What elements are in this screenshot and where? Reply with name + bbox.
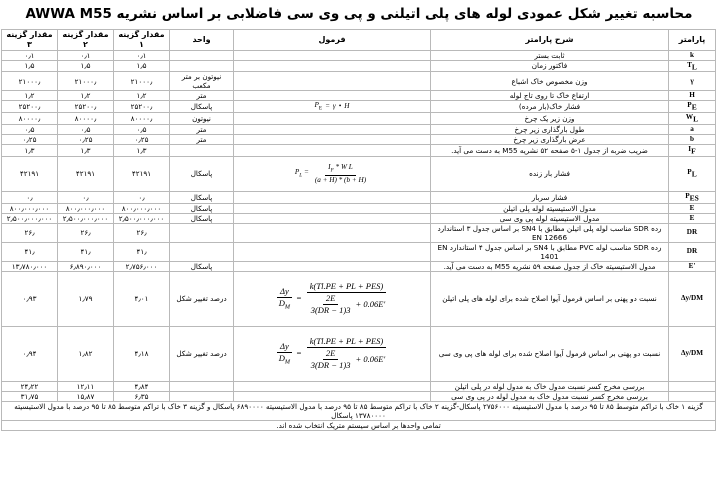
cell-description: رده SDR مناسب لوله PVC مطابق با SN4 بر اساس جدول ۴ استاندارد EN 1401 [431, 242, 669, 261]
cell-value-option-2: ۱٫۵ [58, 60, 114, 72]
table-row [2, 391, 716, 401]
cell-description: مدول الاستیسیته خاک از جدول صفحه ۵۹ نشریه M55 به دست می آید. [431, 261, 669, 271]
cell-formula [234, 113, 431, 125]
table-row [2, 113, 716, 125]
cell-formula: $P_E$ = γ • H [234, 101, 431, 113]
cell-description: مدول الاستیسیته لوله پی وی سی [431, 213, 669, 223]
cell-description: طول بارگذاری زیر چرخ [431, 125, 669, 135]
table-row [2, 50, 716, 60]
cell-unit: متر [170, 125, 234, 135]
table-row [2, 145, 716, 157]
table-row [2, 326, 716, 381]
cell-parameter: H [669, 91, 716, 101]
cell-description: رده SDR مناسب لوله پلی اتیلن مطابق با SN4 بر اساس جدول ۳ استاندارد EN 12666 [431, 223, 669, 242]
cell-description: وزن زیر یک چرخ [431, 113, 669, 125]
cell-value-option-1: ۱٫۳ [114, 145, 170, 157]
cell-value-option-2: ۰٫۱ [58, 50, 114, 60]
cell-value-option-3: ۱٫۵ [2, 60, 58, 72]
cell-parameter: IF [669, 145, 716, 157]
cell-description: ارتفاع خاک تا روی تاج لوله [431, 91, 669, 101]
cell-unit [170, 223, 234, 242]
cell-unit: درصد تغییر شکل [170, 326, 234, 381]
cell-value-option-1: ۴۲۱۹۱ [114, 156, 170, 191]
cell-value-option-3: ۱٫۲ [2, 91, 58, 101]
cell-parameter [669, 391, 716, 401]
cell-formula [234, 91, 431, 101]
cell-value-option-3: ۰٫۱ [2, 50, 58, 60]
cell-unit [170, 381, 234, 391]
cell-value-option-1: ۲۱۰۰۰٫ [114, 72, 170, 91]
cell-parameter: DR [669, 242, 716, 261]
cell-value-option-1: ۲۵۲۰۰٫ [114, 101, 170, 113]
cell-description: فاکتور زمان [431, 60, 669, 72]
cell-value-option-1: ۴٫۰۱ [114, 271, 170, 326]
cell-parameter: TL [669, 60, 716, 72]
cell-value-option-2: ۸۰۰٫۰۰۰٫۰۰۰ [58, 203, 114, 213]
cell-unit: پاسکال [170, 261, 234, 271]
header-formula: فرمول [234, 29, 431, 50]
cell-value-option-2: ۰٫ [58, 191, 114, 203]
cell-parameter: E' [669, 261, 716, 271]
cell-parameter: E [669, 203, 716, 213]
cell-value-option-3: ۰٫ [2, 191, 58, 203]
cell-value-option-1: ۲٫۷۵۶٫۰۰۰ [114, 261, 170, 271]
cell-value-option-3: ۲۱۰۰۰٫ [2, 72, 58, 91]
header-unit: واحد [170, 29, 234, 50]
cell-formula [234, 135, 431, 145]
cell-formula [234, 391, 431, 401]
header-value-option-1: مقدار گزینه ۱ [114, 29, 170, 50]
cell-unit: پاسکال [170, 156, 234, 191]
cell-parameter: γ [669, 72, 716, 91]
table-row [2, 381, 716, 391]
cell-value-option-2: ۴۱٫ [58, 242, 114, 261]
cell-value-option-3: ۲٫۵۰۰٫۰۰۰٫۰۰۰ [2, 213, 58, 223]
calculation-table [1, 29, 716, 431]
cell-description: بررسی مخرج کسر نسبت مدول خاک به مدول لوله در پلی اتیلن [431, 381, 669, 391]
cell-description: بررسی مخرج کسر نسبت مدول خاک به مدول لوله در پی وی سی [431, 391, 669, 401]
cell-unit: پاسکال [170, 101, 234, 113]
cell-value-option-2: ۶٫۸۹۰٫۰۰۰ [58, 261, 114, 271]
table-row [2, 125, 716, 135]
cell-unit: نیوتون [170, 113, 234, 125]
header-value-option-3: مقدار گزینه ۳ [2, 29, 58, 50]
table-row [2, 271, 716, 326]
cell-value-option-2: ۲۱۰۰۰٫ [58, 72, 114, 91]
cell-unit: متر [170, 91, 234, 101]
cell-parameter: E [669, 213, 716, 223]
cell-unit [170, 60, 234, 72]
cell-description: نسبت دو پهنی بر اساس فرمول آیوا اصلاح شده برای لوله های پلی اتیلن [431, 271, 669, 326]
cell-formula: $\frac{\Delta y}{D_M}$ = k(Tl.PE + PL + PES) $\frac{2E}{3(DR - 1)3}$ + 0.06E′ [234, 271, 431, 326]
table-header-row [2, 29, 716, 50]
cell-value-option-1: ۰٫۵ [114, 125, 170, 135]
cell-description: وزن مخصوص خاک اشباع [431, 72, 669, 91]
cell-formula [234, 50, 431, 60]
cell-value-option-2: ۱٫۲ [58, 91, 114, 101]
cell-parameter: b [669, 135, 716, 145]
cell-description: فشار بار زنده [431, 156, 669, 191]
header-value-option-2: مقدار گزینه ۲ [58, 29, 114, 50]
cell-parameter: PE [669, 101, 716, 113]
footnote-row-2 [2, 420, 716, 430]
table-row [2, 203, 716, 213]
cell-unit [170, 391, 234, 401]
cell-value-option-3: ۴۲۱۹۱ [2, 156, 58, 191]
cell-value-option-1: ۰٫۲۵ [114, 135, 170, 145]
table-row [2, 101, 716, 113]
cell-value-option-1: ۴٫۸۴ [114, 381, 170, 391]
cell-description: نسبت دو پهنی بر اساس فرمول آیوا اصلاح شده برای لوله های پی وی سی [431, 326, 669, 381]
cell-formula [234, 72, 431, 91]
cell-unit [170, 50, 234, 60]
cell-value-option-2: ۱٫۷۹ [58, 271, 114, 326]
cell-unit: متر [170, 135, 234, 145]
cell-value-option-1: ۲٫۵۰۰٫۰۰۰٫۰۰۰ [114, 213, 170, 223]
cell-value-option-2: ۴۲۱۹۱ [58, 156, 114, 191]
cell-parameter [669, 381, 716, 391]
cell-formula: $P_L$ = $\frac{I_F * W L}{(a + H) * (b + H)}$ [234, 156, 431, 191]
table-row [2, 223, 716, 242]
footnote-row-1 [2, 401, 716, 420]
cell-parameter: WL [669, 113, 716, 125]
footnote-units: تمامی واحدها بر اساس سیستم متریک انتخاب شده اند. [2, 420, 716, 430]
cell-parameter: PES [669, 191, 716, 203]
cell-value-option-1: ۸۰۰۰۰٫ [114, 113, 170, 125]
table-row [2, 91, 716, 101]
cell-value-option-2: ۲۵۲۰۰٫ [58, 101, 114, 113]
table-row [2, 242, 716, 261]
cell-value-option-3: ۰٫۹۳ [2, 271, 58, 326]
cell-value-option-2: ۰٫۵ [58, 125, 114, 135]
cell-value-option-3: ۲۴٫۲۲ [2, 381, 58, 391]
cell-value-option-3: ۱٫۳ [2, 145, 58, 157]
cell-formula [234, 261, 431, 271]
cell-description: فشار خاک(بار مرده) [431, 101, 669, 113]
cell-value-option-3: ۸۰۰۰۰٫ [2, 113, 58, 125]
cell-value-option-3: ۲۵۲۰۰٫ [2, 101, 58, 113]
cell-formula [234, 203, 431, 213]
cell-formula [234, 213, 431, 223]
cell-description: عرض بارگذاری زیر چرخ [431, 135, 669, 145]
table-footer [2, 401, 716, 430]
cell-value-option-2: ۰٫۲۵ [58, 135, 114, 145]
cell-value-option-3: ۴۱٫ [2, 242, 58, 261]
cell-value-option-3: ۱۳٫۷۸۰٫۰۰۰ [2, 261, 58, 271]
cell-formula [234, 242, 431, 261]
cell-value-option-2: ۱٫۳ [58, 145, 114, 157]
cell-unit: پاسکال [170, 203, 234, 213]
cell-value-option-3: ۸۰۰٫۰۰۰٫۰۰۰ [2, 203, 58, 213]
cell-value-option-3: ۰٫۵ [2, 125, 58, 135]
cell-value-option-1: ۶٫۳۵ [114, 391, 170, 401]
cell-value-option-2: ۲۶٫ [58, 223, 114, 242]
cell-value-option-1: ۰٫ [114, 191, 170, 203]
cell-formula [234, 381, 431, 391]
cell-formula [234, 191, 431, 203]
cell-unit [170, 242, 234, 261]
table-row [2, 156, 716, 191]
cell-formula: $\frac{\Delta y}{D_M}$ = k(Tl.PE + PL + PES) $\frac{2E}{3(DR - 1)3}$ + 0.06E′ [234, 326, 431, 381]
cell-parameter: Δy/DM [669, 271, 716, 326]
cell-unit: درصد تغییر شکل [170, 271, 234, 326]
cell-unit: پاسکال [170, 213, 234, 223]
cell-parameter: k [669, 50, 716, 60]
cell-description: ثابت بستر [431, 50, 669, 60]
cell-value-option-3: ۰٫۲۵ [2, 135, 58, 145]
table-row [2, 213, 716, 223]
cell-value-option-1: ۲۶٫ [114, 223, 170, 242]
cell-parameter: Δy/DM [669, 326, 716, 381]
cell-value-option-3: ۳۱٫۷۵ [2, 391, 58, 401]
cell-value-option-1: ۱٫۲ [114, 91, 170, 101]
cell-description: مدول الاستیسیته لوله پلی اتیلن [431, 203, 669, 213]
cell-value-option-1: ۴۱٫ [114, 242, 170, 261]
cell-unit: پاسکال [170, 191, 234, 203]
cell-description: ضریب ضربه از جدول ۱-۵ صفحه ۵۲ نشریه M55 به دست می آید. [431, 145, 669, 157]
table-body [2, 50, 716, 401]
table-row [2, 72, 716, 91]
cell-value-option-2: ۱۲٫۱۱ [58, 381, 114, 391]
table-row [2, 60, 716, 72]
table-row [2, 135, 716, 145]
page-title: محاسبه تغییر شکل عمودی لوله های پلی اتیلنی و پی وی سی فاضلابی بر اساس نشریه AWWA M55 [25, 6, 693, 22]
cell-value-option-1: ۱٫۵ [114, 60, 170, 72]
cell-value-option-2: ۱۵٫۸۷ [58, 391, 114, 401]
cell-value-option-3: ۰٫۹۴ [2, 326, 58, 381]
header-param: پارامتر [669, 29, 716, 50]
cell-value-option-1: ۰٫۱ [114, 50, 170, 60]
cell-description: فشار سربار [431, 191, 669, 203]
cell-formula [234, 125, 431, 135]
cell-value-option-2: ۱٫۸۲ [58, 326, 114, 381]
cell-formula [234, 145, 431, 157]
cell-value-option-2: ۲٫۵۰۰٫۰۰۰٫۰۰۰ [58, 213, 114, 223]
cell-parameter: a [669, 125, 716, 135]
cell-parameter: PL [669, 156, 716, 191]
cell-parameter: DR [669, 223, 716, 242]
header-desc: شرح پارامتر [431, 29, 669, 50]
table-row [2, 191, 716, 203]
cell-formula [234, 223, 431, 242]
cell-value-option-2: ۸۰۰۰۰٫ [58, 113, 114, 125]
cell-unit [170, 145, 234, 157]
cell-value-option-1: ۴٫۱۸ [114, 326, 170, 381]
table-row [2, 261, 716, 271]
cell-value-option-1: ۸۰۰٫۰۰۰٫۰۰۰ [114, 203, 170, 213]
cell-unit: نیوتون بر متر مکعب [170, 72, 234, 91]
cell-value-option-3: ۲۶٫ [2, 223, 58, 242]
cell-formula [234, 60, 431, 72]
footnote-soil-modulus: گزینه ۱ خاک با تراکم متوسط ۸۵ تا ۹۵ درصد با مدول الاستیسیته ۲۷۵۶۰۰۰ پاسکال-گزینه ۲ خاک با تراکم متوسط ۸۵ تا ۹۵ درصد با مدول الاستیسیته ۶۸۹۰۰۰۰ پاسکال و گزینه ۳ خاک با تراکم متوسط ۸۵ تا ۹۵ درصد با مدول الاستیسیته ۱۳۷۸۰۰۰۰ پاسکال [2, 401, 716, 420]
